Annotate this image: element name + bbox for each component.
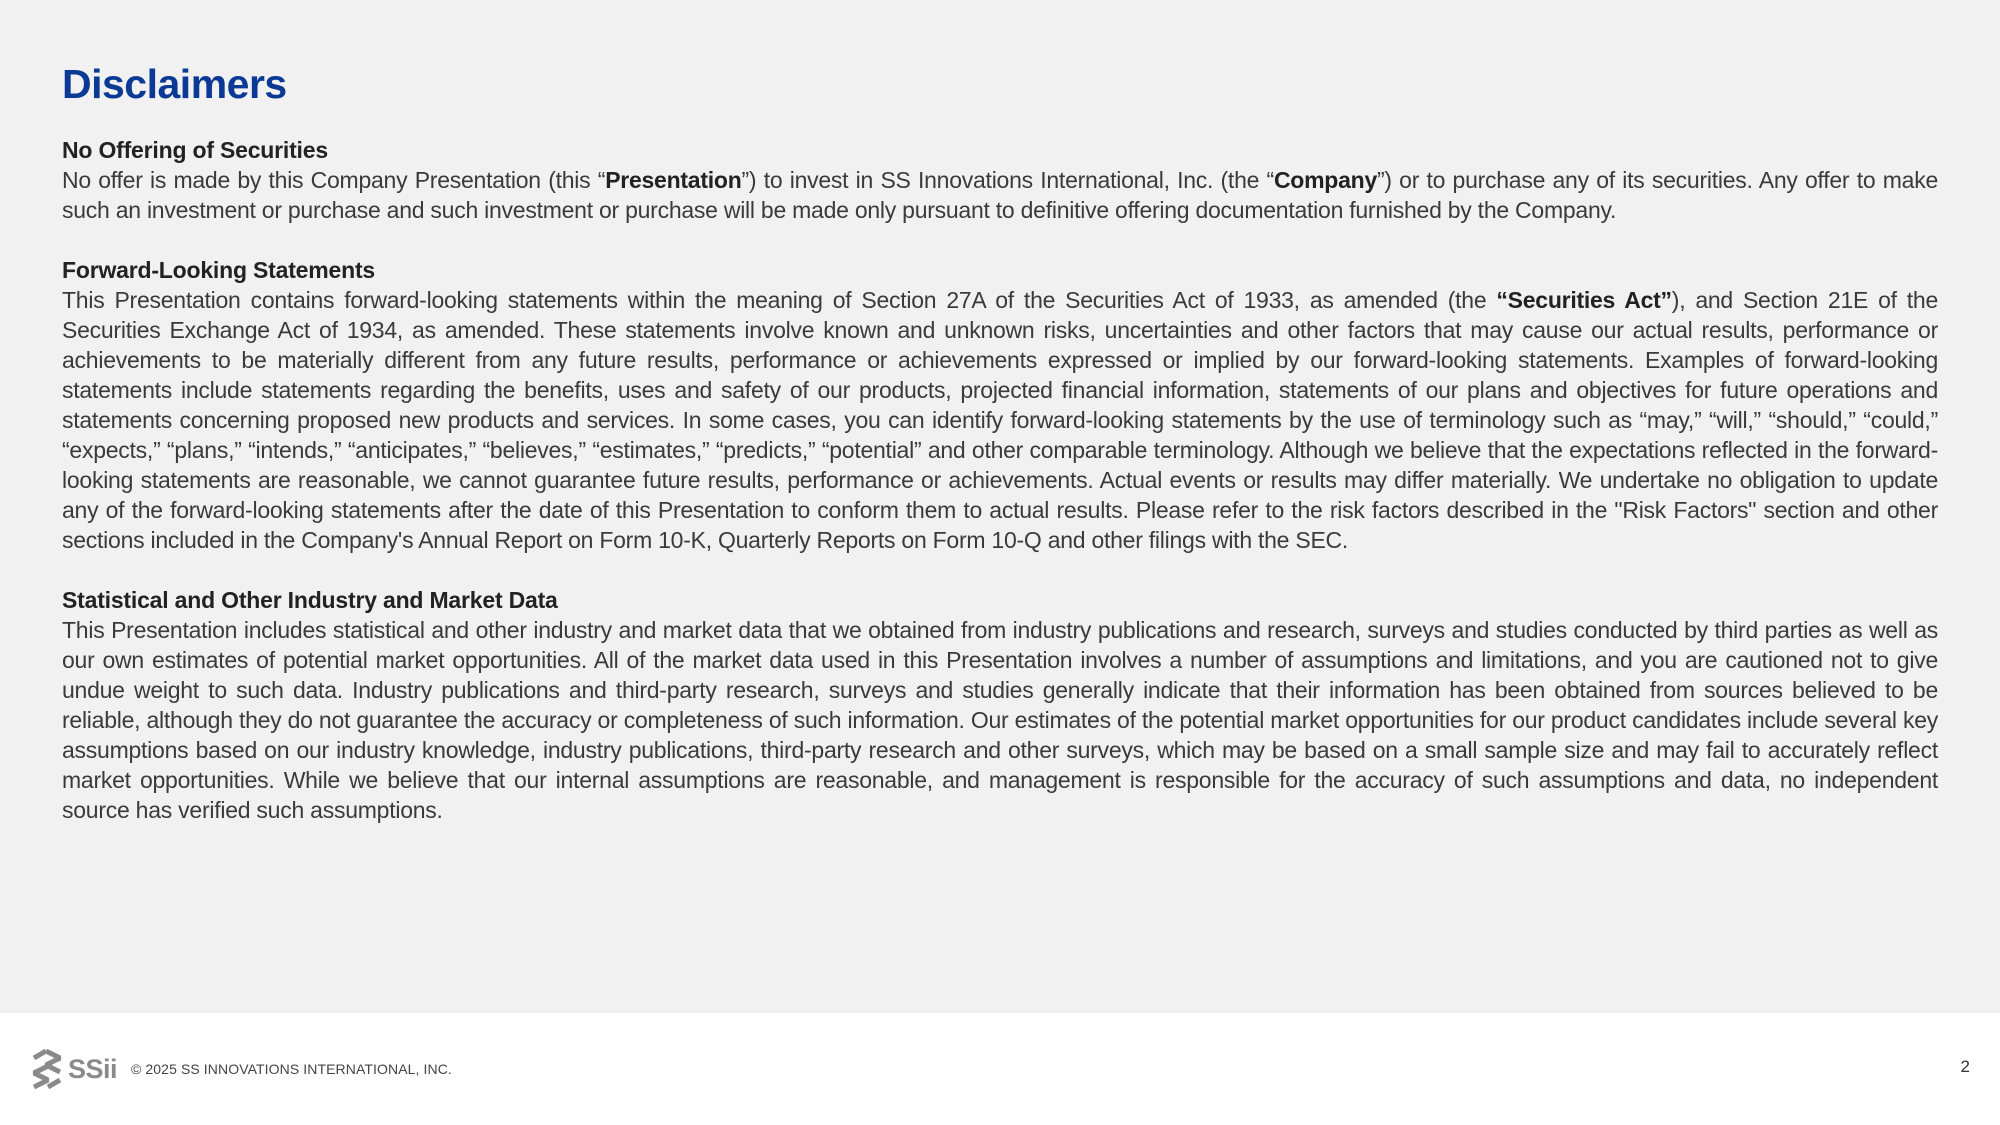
logo-text: SSii xyxy=(68,1053,118,1084)
page-title: Disclaimers xyxy=(62,61,287,107)
body-text-bold: Company xyxy=(1273,167,1377,193)
body-text-bold: Presentation xyxy=(605,167,742,193)
page-number: 2 xyxy=(1960,1057,1970,1076)
body-text: This Presentation includes statistical and other industry and market data that we obtained from industry publications and research, surveys and studies conducted by third parties as well as our own estimates of potential market opportunities. All of the market data used in this Presentation involves a number of assumptions and limitations, and you are cautioned not to give undue weight to such data. Industry publications and third-party research, surveys and studies generally indicate that their information has been obtained from sources believed to be reliable, although they do not guarantee the accuracy or completeness of such information. Our estimates of the potential market opportunities for our product candidates include several key assumptions based on our industry knowledge, industry publications, third-party research and other surveys, which may be based on a small sample size and may fail to accurately reflect market opportunities. While we believe that our internal assumptions are reasonable, and management is responsible for the accuracy of such assumptions and data, no independent source has verified such assumptions. xyxy=(62,617,1938,823)
section-heading: No Offering of Securities xyxy=(62,137,328,163)
section-body xyxy=(62,615,1938,825)
body-text: No offer is made by this Company Presentation (this “ xyxy=(62,167,606,193)
section-body xyxy=(62,285,1938,555)
section-heading: Statistical and Other Industry and Market Data xyxy=(62,587,558,613)
body-text: ”) to invest in SS Innovations International, Inc. (the “ xyxy=(741,167,1274,193)
ssi-logo-icon xyxy=(30,1049,64,1089)
body-text-bold: “Securities Act” xyxy=(1496,287,1672,313)
section-market-data xyxy=(62,585,1938,825)
section-forward-looking xyxy=(62,255,1938,555)
body-text: This Presentation contains forward-looking statements within the meaning of Section 27A of the Securities Act of 1933, as amended (the xyxy=(62,287,1497,313)
disclaimer-content xyxy=(62,135,1938,855)
body-text: ”) or to purchase any of its securities. Any offer to make such an investment or purchase and such investment or purchase will be made only pursuant to definitive offering documentation furnished by the Company. xyxy=(62,167,1938,223)
body-text: ), and Section 21E of the Securities Exchange Act of 1934, as amended. These statements involve known and unknown risks, uncertainties and other factors that may cause our actual results, performance or achievements to be materially different from any future results, performance or achievements expressed or implied by our forward-looking statements. Examples of forward-looking statements include statements regarding the benefits, uses and safety of our products, projected financial information, statements of our plans and objectives for future operations and statements concerning proposed new products and services. In some cases, you can identify forward-looking statements by the use of terminology such as “may,” “will,” “should,” “could,” “expects,” “plans,” “intends,” “anticipates,” “believes,” “estimates,” “predicts,” “potential” and other comparable terminology. Although we believe that the expectations reflected in the forward-looking statements are reasonable, we cannot guarantee future results, performance or achievements. Actual events or results may differ materially. We undertake no obligation to update any of the forward-looking statements after the date of this Presentation to conform them to actual results. Please refer to the risk factors described in the "Risk Factors" section and other sections included in the Company's Annual Report on Form 10-K, Quarterly Reports on Form 10-Q and other filings with the SEC. xyxy=(62,287,1938,553)
section-heading: Forward-Looking Statements xyxy=(62,257,375,283)
footer xyxy=(0,1013,2000,1125)
copyright-text: © 2025 SS INNOVATIONS INTERNATIONAL, INC. xyxy=(131,1061,452,1077)
section-no-offering xyxy=(62,135,1938,225)
section-body xyxy=(62,165,1938,225)
company-logo xyxy=(30,1049,120,1089)
